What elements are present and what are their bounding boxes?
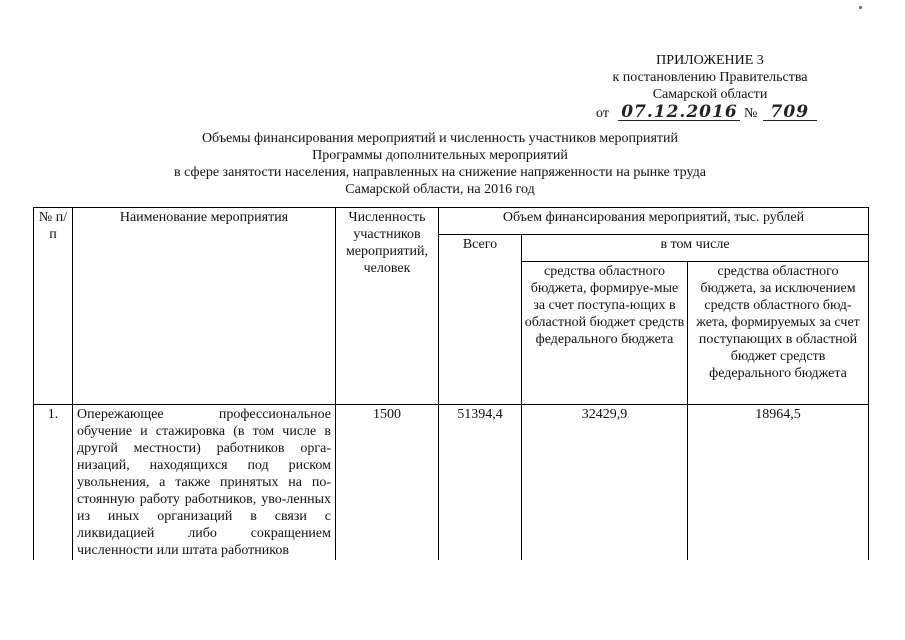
document-title bbox=[90, 130, 790, 198]
handwritten-number: 709 bbox=[763, 104, 817, 121]
header-including: в том числе bbox=[522, 235, 869, 262]
appendix-line-resolution: к постановлению Правительства bbox=[612, 70, 808, 85]
from-label: от bbox=[596, 106, 609, 121]
row-event-name: Опережающее профессиональное обучение и стажировка (в том числе в другой местности) работников орга-низаций, находящихся под риском увольнения, а также принятых на по-стоянную работу работников, уво-ленных из иных организаций в связи с ликвидацией либо сокращением численности или штата работников bbox=[73, 405, 336, 561]
header-participants: Численность участников мероприятий, человек bbox=[336, 208, 439, 405]
header-regional-federal: средства областного бюджета, формируе-мые за счет поступа-ющих в областной бюджет средств федерального бюджета bbox=[522, 262, 688, 405]
header-num: № п/п bbox=[34, 208, 73, 405]
header-event-name: Наименование мероприятия bbox=[73, 208, 336, 405]
scan-speck bbox=[859, 6, 862, 9]
resolution-date-number bbox=[596, 104, 817, 122]
row-regional-federal: 32429,9 bbox=[522, 405, 688, 561]
number-label: № bbox=[743, 106, 758, 121]
title-line-3: в сфере занятости населения, направленных на снижение напряженности на рынке труда bbox=[174, 165, 706, 180]
header-regional-other: средства областного бюджета, за исключением средств областного бюд-жета, формируемых за счет поступающих в областной бюджет средств федерального бюджета bbox=[688, 262, 869, 405]
header-total: Всего bbox=[439, 235, 522, 405]
row-total: 51394,4 bbox=[439, 405, 522, 561]
title-line-2: Программы дополнительных мероприятий bbox=[312, 148, 568, 163]
appendix-title: ПРИЛОЖЕНИЕ 3 bbox=[656, 53, 764, 68]
header-row-1 bbox=[34, 208, 869, 235]
handwritten-date: 07.12.2016 bbox=[618, 104, 740, 121]
financing-table bbox=[33, 207, 869, 560]
row-regional-other: 18964,5 bbox=[688, 405, 869, 561]
header-financing: Объем финансирования мероприятий, тыс. рублей bbox=[439, 208, 869, 235]
title-line-1: Объемы финансирования мероприятий и численность участников мероприятий bbox=[201, 131, 679, 146]
table-row bbox=[34, 405, 869, 561]
title-line-4: Самарской области, на 2016 год bbox=[345, 182, 535, 197]
appendix-line-region: Самарской области bbox=[652, 87, 768, 102]
row-num: 1. bbox=[34, 405, 73, 561]
row-participants: 1500 bbox=[336, 405, 439, 561]
appendix-header bbox=[560, 52, 860, 103]
